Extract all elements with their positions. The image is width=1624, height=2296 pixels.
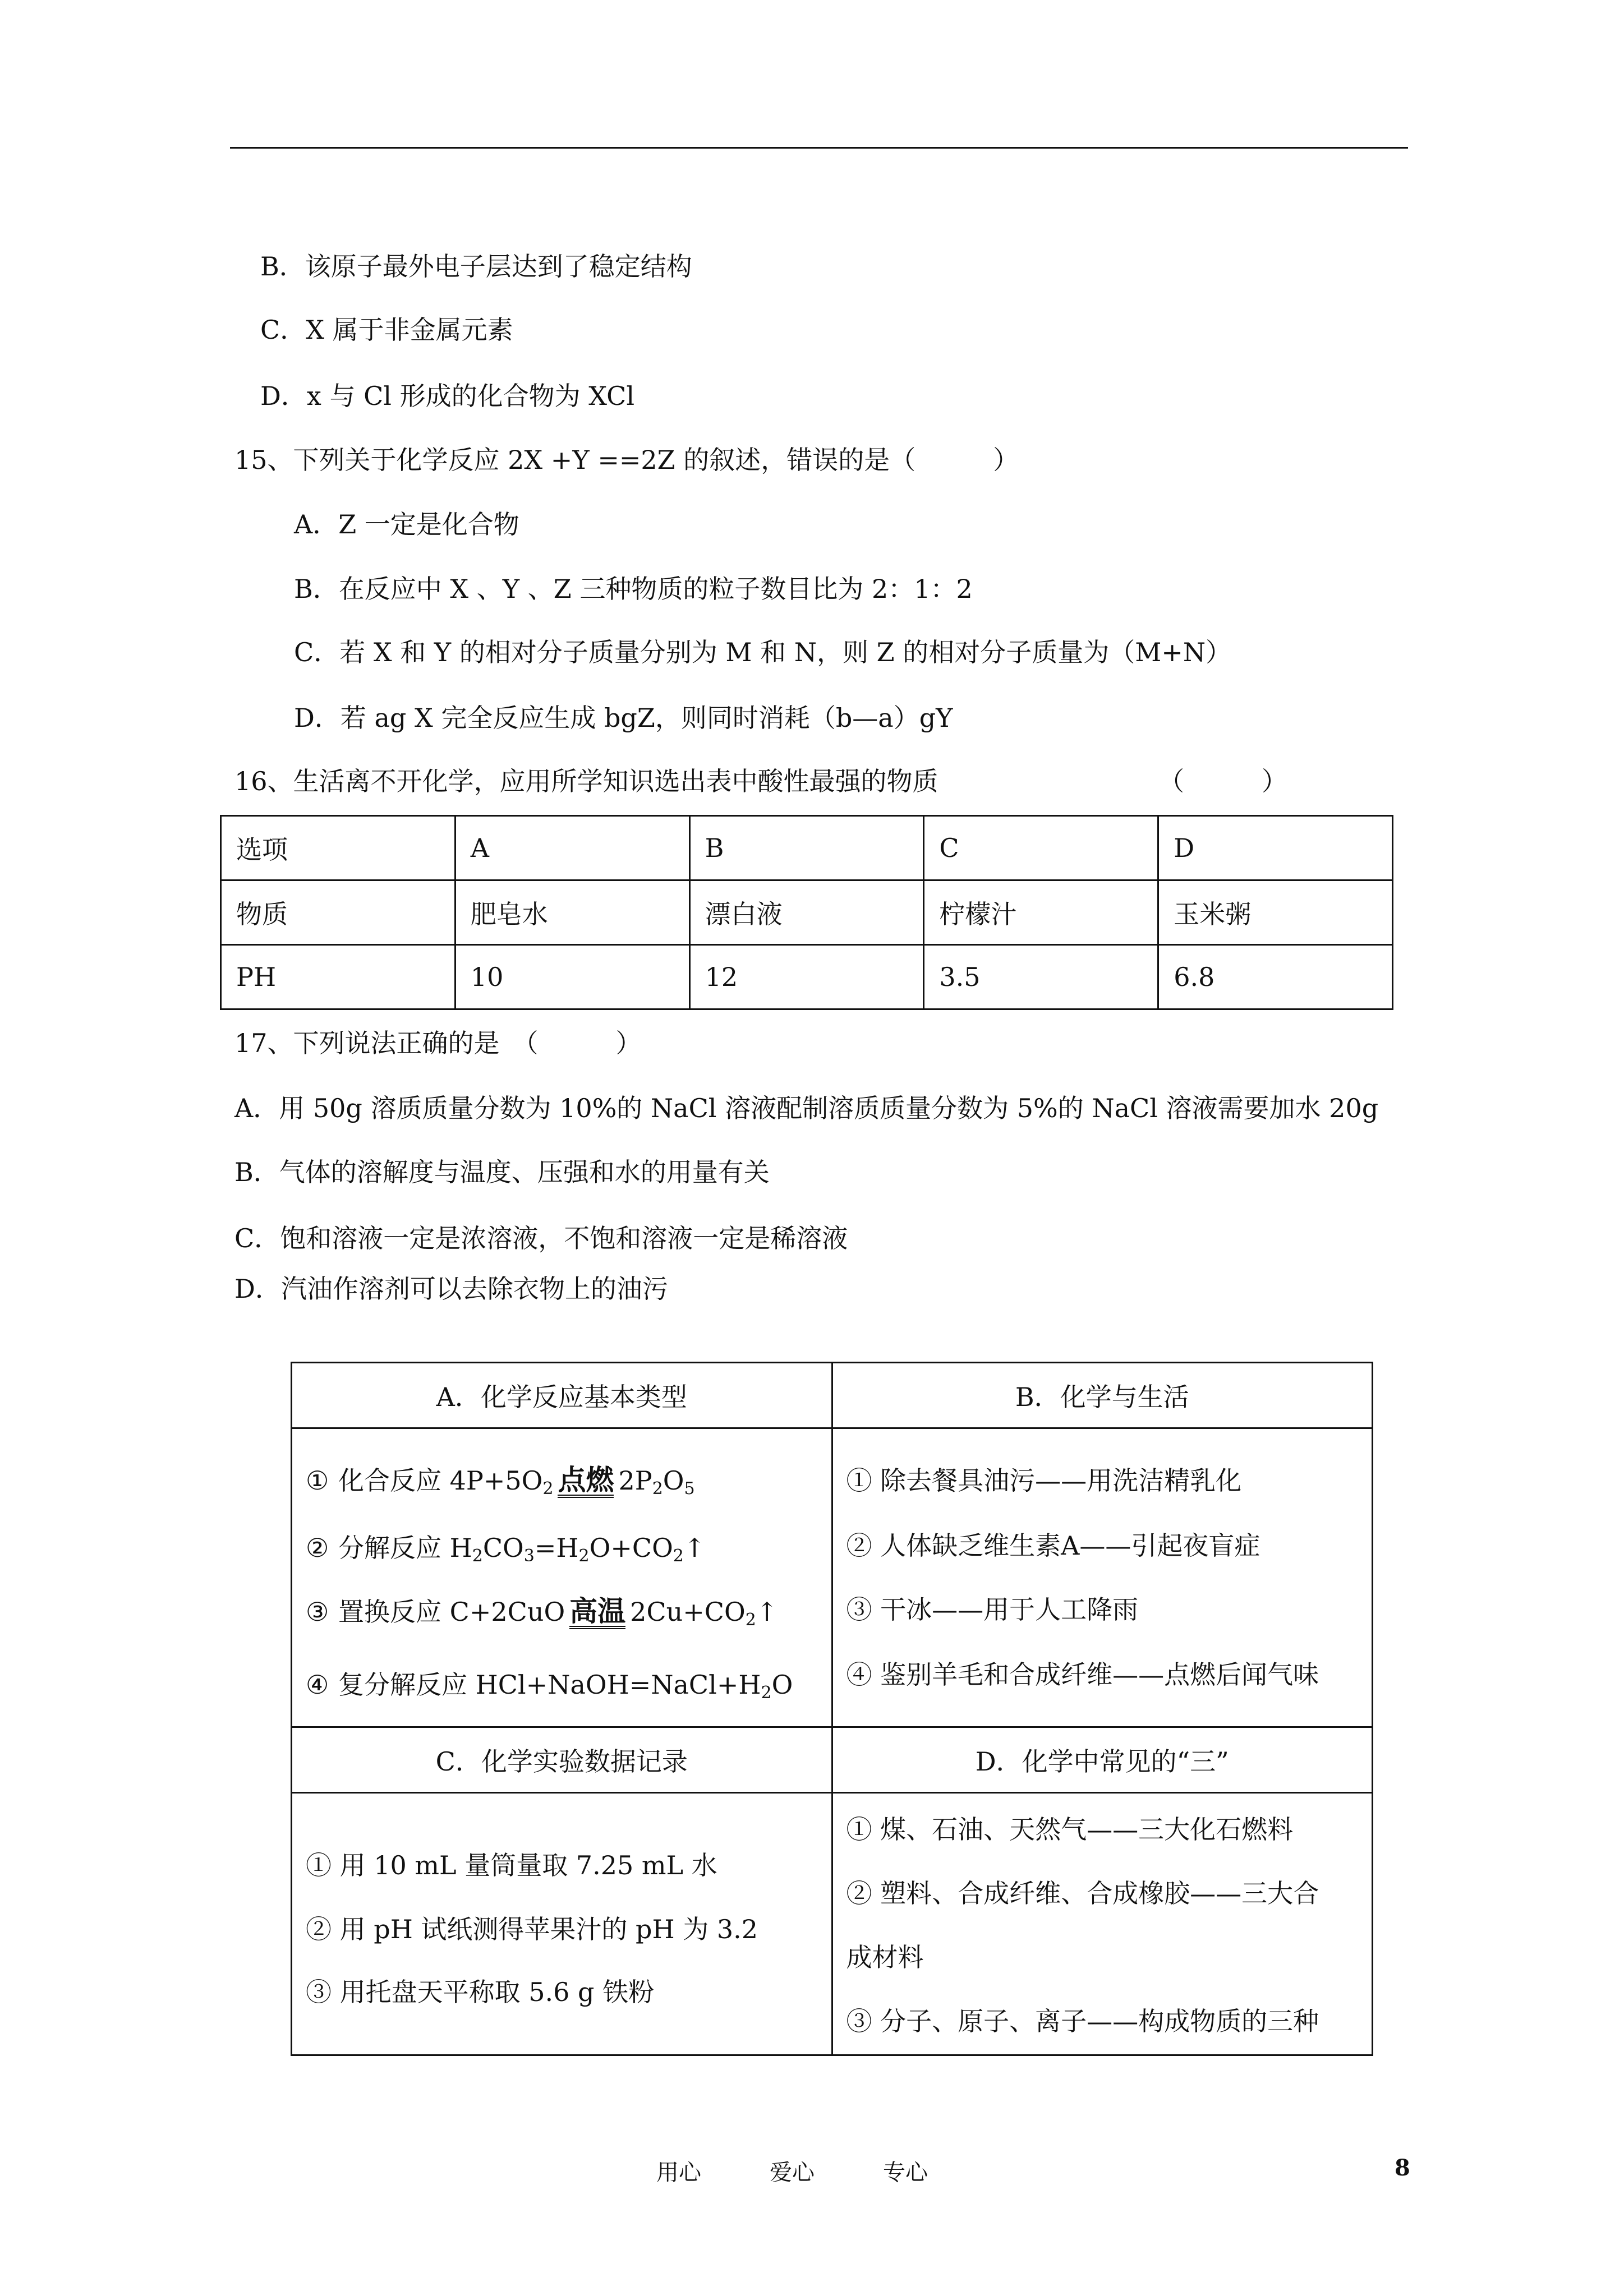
summary-table — [291, 1362, 1373, 2056]
q15-option-a: A．Z 一定是化合物 — [294, 509, 519, 540]
cell-title-a: A．化学反应基本类型 — [292, 1363, 832, 1428]
cell-title-d: D．化学中常见的“三” — [832, 1727, 1373, 1793]
footer-motto-3: 专心 — [883, 2160, 928, 2186]
condition-ignite: 点燃 — [558, 1465, 614, 1498]
reaction-decomposition: ② 分解反应 $H_2CO_3=H_2O+CO_2↑$ — [306, 1533, 706, 1566]
q14-option-c: C．X 属于非金属元素 — [260, 315, 513, 345]
table-row — [292, 1793, 1373, 2055]
list-item: ④ 鉴别羊毛和合成纤维——点燃后闻气味 — [846, 1659, 1319, 1690]
list-item: 成材料 — [846, 1942, 924, 1972]
header-rule — [230, 147, 1408, 149]
reaction-double-decomposition: ④ 复分解反应 $HCl+NaOH=NaCl+H_2O$ — [306, 1670, 793, 1703]
table-row — [292, 1363, 1373, 1428]
footer-motto-1: 用心 — [656, 2160, 701, 2186]
gas-arrow-icon: ↑ — [683, 1533, 706, 1563]
table-cell: 柠檬汁 — [924, 880, 1158, 945]
cell-title-c: C．化学实验数据记录 — [292, 1727, 832, 1793]
q16-stem: 16、生活离不开化学，应用所学知识选出表中酸性最强的物质 — [234, 766, 938, 796]
gas-arrow-icon: ↑ — [756, 1597, 778, 1627]
list-item: ② 用 pH 试纸测得苹果汁的 pH 为 3.2 — [306, 1914, 758, 1944]
q17-option-c: C．饱和溶液一定是浓溶液，不饱和溶液一定是稀溶液 — [234, 1223, 848, 1253]
table-row — [221, 945, 1393, 1009]
cell-c-content — [292, 1793, 832, 2055]
condition-high-temp: 高温 — [569, 1597, 625, 1629]
table-row — [292, 1428, 1373, 1727]
q17-option-d: D．汽油作溶剂可以去除衣物上的油污 — [234, 1274, 668, 1304]
table-cell: A — [455, 816, 689, 880]
list-item: ① 除去餐具油污——用洗洁精乳化 — [846, 1465, 1242, 1496]
q17-stem: 17、下列说法正确的是 （ ） — [234, 1028, 642, 1058]
table-cell: 漂白液 — [689, 880, 924, 945]
table-cell: 6.8 — [1158, 945, 1393, 1009]
table-cell: 选项 — [221, 816, 456, 880]
q14-option-b: B．该原子最外电子层达到了稳定结构 — [260, 251, 692, 282]
q16-answer-bracket: （ ） — [1158, 766, 1287, 796]
table-cell: 10 — [455, 945, 689, 1009]
list-item: ① 煤、石油、天然气——三大化石燃料 — [846, 1814, 1294, 1845]
table-cell: PH — [221, 945, 456, 1009]
q15-stem: 15、下列关于化学反应 2X +Y ==2Z 的叙述，错误的是（ ） — [234, 445, 1019, 475]
table-cell: 物质 — [221, 880, 456, 945]
page-number: 8 — [1395, 2155, 1410, 2181]
table-cell: 玉米粥 — [1158, 880, 1393, 945]
q15-option-c: C．若 X 和 Y 的相对分子质量分别为 M 和 N，则 Z 的相对分子质量为（M+N） — [294, 637, 1232, 667]
ph-table — [220, 815, 1393, 1010]
table-cell: D — [1158, 816, 1393, 880]
reaction-displacement: ③ 置换反应 C+2CuO 高温 $2Cu+CO_2↑$ — [306, 1594, 778, 1630]
table-row — [221, 880, 1393, 945]
table-cell: 3.5 — [924, 945, 1158, 1009]
q14-option-d: D．x 与 Cl 形成的化合物为 XCl — [260, 381, 635, 411]
q17-option-a: A．用 50g 溶质质量分数为 10%的 NaCl 溶液配制溶质质量分数为 5%的 NaCl 溶液需要加水 20g — [234, 1093, 1379, 1123]
q15-option-b: B．在反应中 X 、Y 、Z 三种物质的粒子数目比为 2：1：2 — [294, 574, 973, 604]
cell-d-content — [832, 1793, 1373, 2055]
table-cell: 12 — [689, 945, 924, 1009]
list-item: ② 人体缺乏维生素A——引起夜盲症 — [846, 1530, 1260, 1561]
reaction-combination: ① 化合反应 $4P+5O_2$ 点燃 $2P_2O_5$ — [306, 1463, 695, 1499]
q15-option-d: D．若 ag X 完全反应生成 bgZ，则同时消耗（b—a）gY — [294, 703, 953, 733]
list-item: ③ 干冰——用于人工降雨 — [846, 1594, 1139, 1625]
table-row — [292, 1727, 1373, 1793]
cell-b-content — [832, 1428, 1373, 1727]
table-cell: 肥皂水 — [455, 880, 689, 945]
cell-title-b: B．化学与生活 — [832, 1363, 1373, 1428]
list-item: ③ 用托盘天平称取 5.6 g 铁粉 — [306, 1977, 655, 2007]
table-cell: B — [689, 816, 924, 880]
q17-option-b: B．气体的溶解度与温度、压强和水的用量有关 — [234, 1157, 770, 1187]
table-cell: C — [924, 816, 1158, 880]
list-item: ③ 分子、原子、离子——构成物质的三种 — [846, 2006, 1319, 2036]
list-item: ② 塑料、合成纤维、合成橡胶——三大合 — [846, 1878, 1319, 1908]
footer-motto-2: 爱心 — [770, 2160, 815, 2186]
list-item: ① 用 10 mL 量筒量取 7.25 mL 水 — [306, 1850, 717, 1880]
table-row — [221, 816, 1393, 880]
cell-a-content — [292, 1428, 832, 1727]
